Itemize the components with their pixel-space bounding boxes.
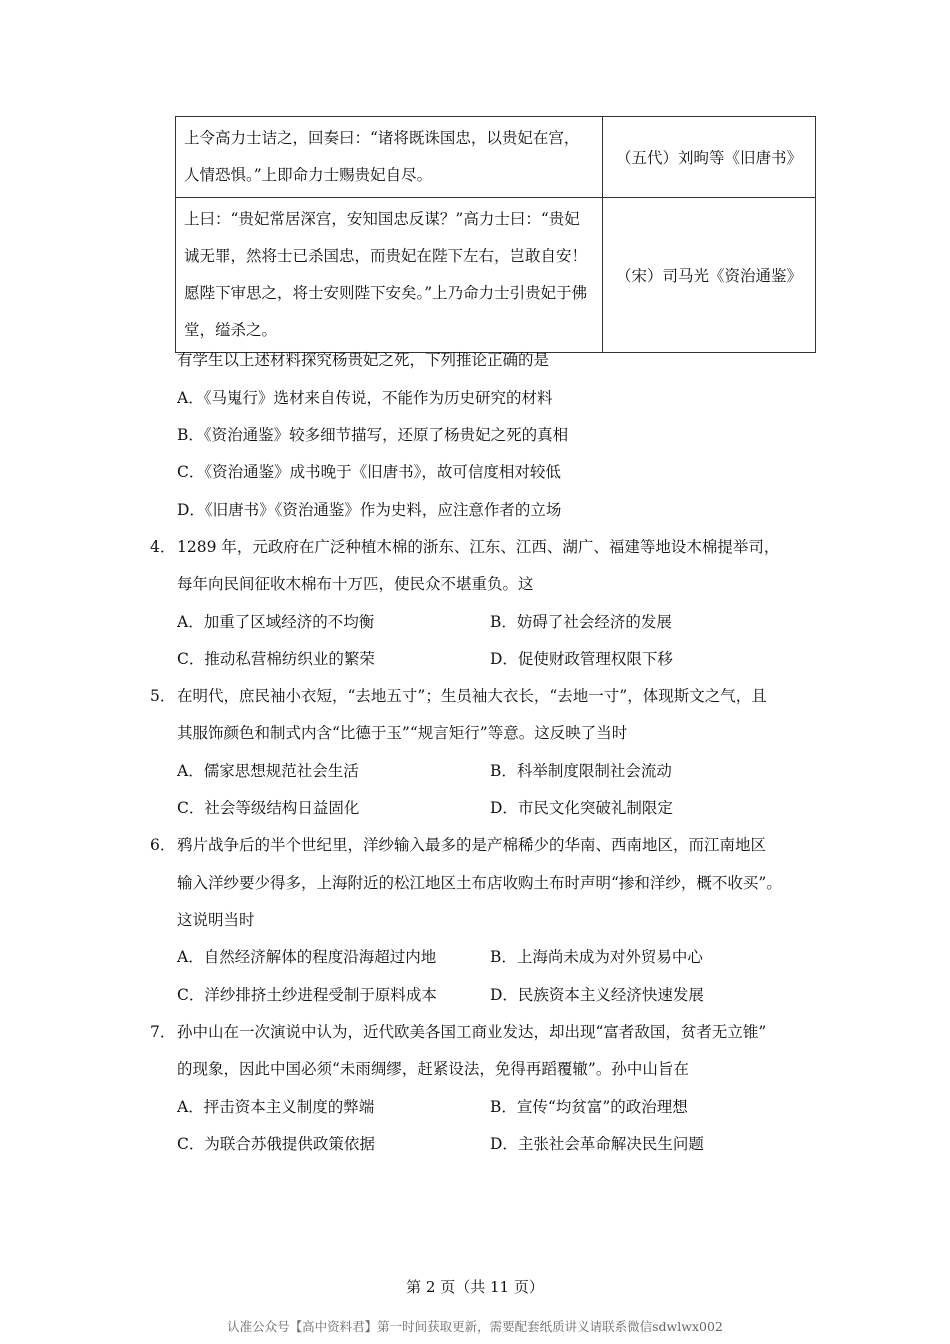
q6-stem-line1: 鸦片战争后的半个世纪里，洋纱输入最多的是产棉稀少的华南、西南地区，而江南地区 [177,836,767,854]
q7-stem-line1: 孙中山在一次演说中认为，近代欧美各国工商业发达，却出现“富者敌国，贫者无立锥” [177,1023,767,1041]
page-footer: 第 2 页（共 11 页） [406,1278,544,1296]
q5-number: 5． [150,687,176,705]
q6-option-d: D．民族资本主义经济快速发展 [490,986,704,1004]
q5-option-c: C．社会等级结构日益固化 [177,799,360,817]
q6-option-b: B．上海尚未成为对外贸易中心 [490,948,703,966]
q4-option-a: A．加重了区域经济的不均衡 [177,613,375,631]
q5-option-b: B．科举制度限制社会流动 [490,762,672,780]
q6-number: 6． [150,836,176,854]
q4-option-b: B．妨碍了社会经济的发展 [490,613,672,631]
q7-option-a: A．抨击资本主义制度的弊端 [177,1098,375,1116]
q7-stem-line2: 的现象，因此中国必须“未雨绸缪，赶紧设法，免得再蹈覆辙”。孙中山旨在 [177,1060,689,1078]
q7-number: 7． [150,1023,176,1041]
watermark-text: 认准公众号【高中资料君】第一时间获取更新，需要配套纸质讲义请联系微信sdwlwx002 [227,1319,723,1334]
q5-stem-line1: 在明代，庶民袖小衣短，“去地五寸”；生员袖大衣长，“去地一寸”，体现斯文之气，且 [177,687,767,705]
q6-stem-line2: 输入洋纱要少得多，上海附近的松江地区土布店收购土布时声明“掺和洋纱，概不收买”。 [177,874,782,892]
q6-option-a: A．自然经济解体的程度沿海超过内地 [177,948,437,966]
source-cell: （宋）司马光《资治通鉴》 [603,198,816,353]
q7-option-d: D．主张社会革命解决民生问题 [490,1135,704,1153]
q5-option-d: D．市民文化突破礼制限定 [490,799,673,817]
q3-option-a: A．《马嵬行》选材来自传说，不能作为历史研究的材料 [177,389,553,407]
source-cell: （五代）刘昫等《旧唐书》 [603,117,816,198]
table-row [176,117,816,198]
q3-stem: 有学生以上述材料探究杨贵妃之死，下列推论正确的是 [177,351,550,369]
q4-option-c: C．推动私营棉纺织业的繁荣 [177,650,375,668]
q6-stem-line3: 这说明当时 [177,911,255,929]
q5-option-a: A．儒家思想规范社会生活 [177,762,359,780]
q4-stem-line2: 每年向民间征收木棉布十万匹，使民众不堪重负。这 [177,575,534,593]
q3-option-b: B．《资治通鉴》较多细节描写，还原了杨贵妃之死的真相 [177,426,569,444]
q7-option-c: C．为联合苏俄提供政策依据 [177,1135,375,1153]
q3-option-d: D．《旧唐书》《资治通鉴》作为史料，应注意作者的立场 [177,501,562,519]
q3-option-c: C．《资治通鉴》成书晚于《旧唐书》，故可信度相对较低 [177,463,561,481]
q6-option-c: C．洋纱排挤土纱进程受制于原料成本 [177,986,437,1004]
q4-option-d: D．促使财政管理权限下移 [490,650,673,668]
source-table [175,116,816,353]
q5-stem-line2: 其服饰颜色和制式内含“比德于玉”“规言矩行”等意。这反映了当时 [177,724,628,742]
table-row [176,198,816,353]
q7-option-b: B．宣传“均贫富”的政治理想 [490,1098,688,1116]
quote-cell: 上令高力士诘之，回奏曰：“诸将既诛国忠，以贵妃在宫，人情恐惧。”上即命力士赐贵妃自尽。 [176,117,603,198]
q4-stem-line1: 1289 年，元政府在广泛种植木棉的浙东、江东、江西、湖广、福建等地设木棉提举司， [177,538,780,556]
quote-cell: 上曰：“贵妃常居深宫，安知国忠反谋？”高力士曰：“贵妃诚无罪，然将士已杀国忠，而贵妃在陛下左右，岂敢自安！愿陛下审思之，将士安则陛下安矣。”上乃命力士引贵妃于佛堂，缢杀之。 [176,198,603,353]
q4-number: 4． [150,538,176,556]
